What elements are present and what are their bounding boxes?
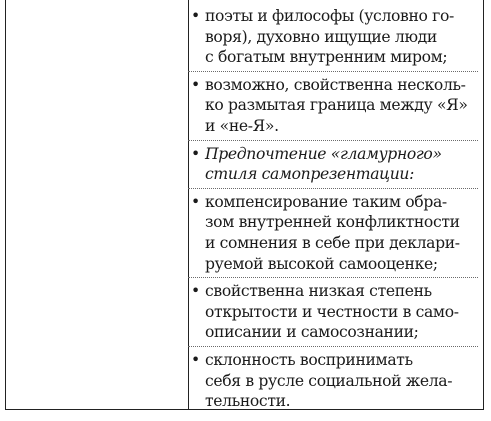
bullet-line [188, 322, 480, 343]
bullet-icon: • [191, 144, 200, 163]
right-column-cell [188, 0, 480, 412]
bullet-text: поэты и философы (условно го- [205, 7, 454, 25]
bullet-text: описании и самосознании; [205, 323, 419, 342]
bullet-icon: • [191, 75, 200, 94]
bullet-line [188, 350, 480, 371]
bullet-text: зом внутренней конфликтности [205, 213, 460, 232]
bullet-line [188, 233, 480, 254]
item-separator [188, 277, 478, 278]
bullet-text: свойственна низкая степень [205, 282, 432, 301]
bullet-line [188, 164, 480, 185]
bullet-text: Предпочтение «гламурного» [205, 144, 442, 163]
bullet-item [188, 192, 480, 274]
bullet-text: себя в русле социальной жела- [205, 371, 453, 390]
bullet-text: компенсирование таким обра- [205, 192, 447, 211]
item-separator [188, 140, 478, 141]
bullet-text: возможно, свойственна несколь- [205, 75, 466, 94]
bullet-line [188, 95, 480, 116]
bullet-text: воря), духовно ищущие люди [205, 27, 437, 46]
bullet-line [188, 27, 480, 48]
bullet-line [188, 144, 480, 165]
bullet-text: ко размытая граница между «Я» [205, 96, 468, 115]
bullet-line [188, 47, 480, 68]
bullet-item [188, 144, 480, 185]
bullet-item [188, 350, 480, 412]
bullet-line [188, 254, 480, 275]
bullet-icon: • [191, 282, 200, 301]
bullet-text: и сомнения в себе при деклари- [205, 233, 460, 252]
bullet-line [188, 391, 480, 412]
bullet-text: склонность воспринимать [205, 350, 413, 369]
bullet-line [188, 6, 480, 27]
bullet-icon: • [191, 7, 200, 25]
bullet-text: стиля самопрезентации: [205, 165, 414, 184]
bullet-line [188, 75, 480, 96]
item-separator [188, 346, 478, 347]
bullet-text: руемой высокой самооценке; [205, 254, 438, 273]
bullet-text: и «не-Я». [205, 116, 279, 135]
bullet-text: тельности. [205, 392, 291, 411]
bullet-line [188, 212, 480, 233]
bullet-text: с богатым внутренним миром; [205, 48, 448, 67]
bullet-line [188, 116, 480, 137]
bullet-line [188, 192, 480, 213]
bullet-text: открытости и честности в само- [205, 302, 459, 321]
item-separator [188, 188, 478, 189]
bullet-line [188, 302, 480, 323]
item-separator [188, 71, 478, 72]
bullet-icon: • [191, 350, 200, 369]
bullet-item [188, 6, 480, 68]
bullet-line [188, 281, 480, 302]
bullet-line [188, 371, 480, 392]
bullet-icon: • [191, 192, 200, 211]
bullet-item [188, 281, 480, 343]
bullet-item [188, 75, 480, 137]
